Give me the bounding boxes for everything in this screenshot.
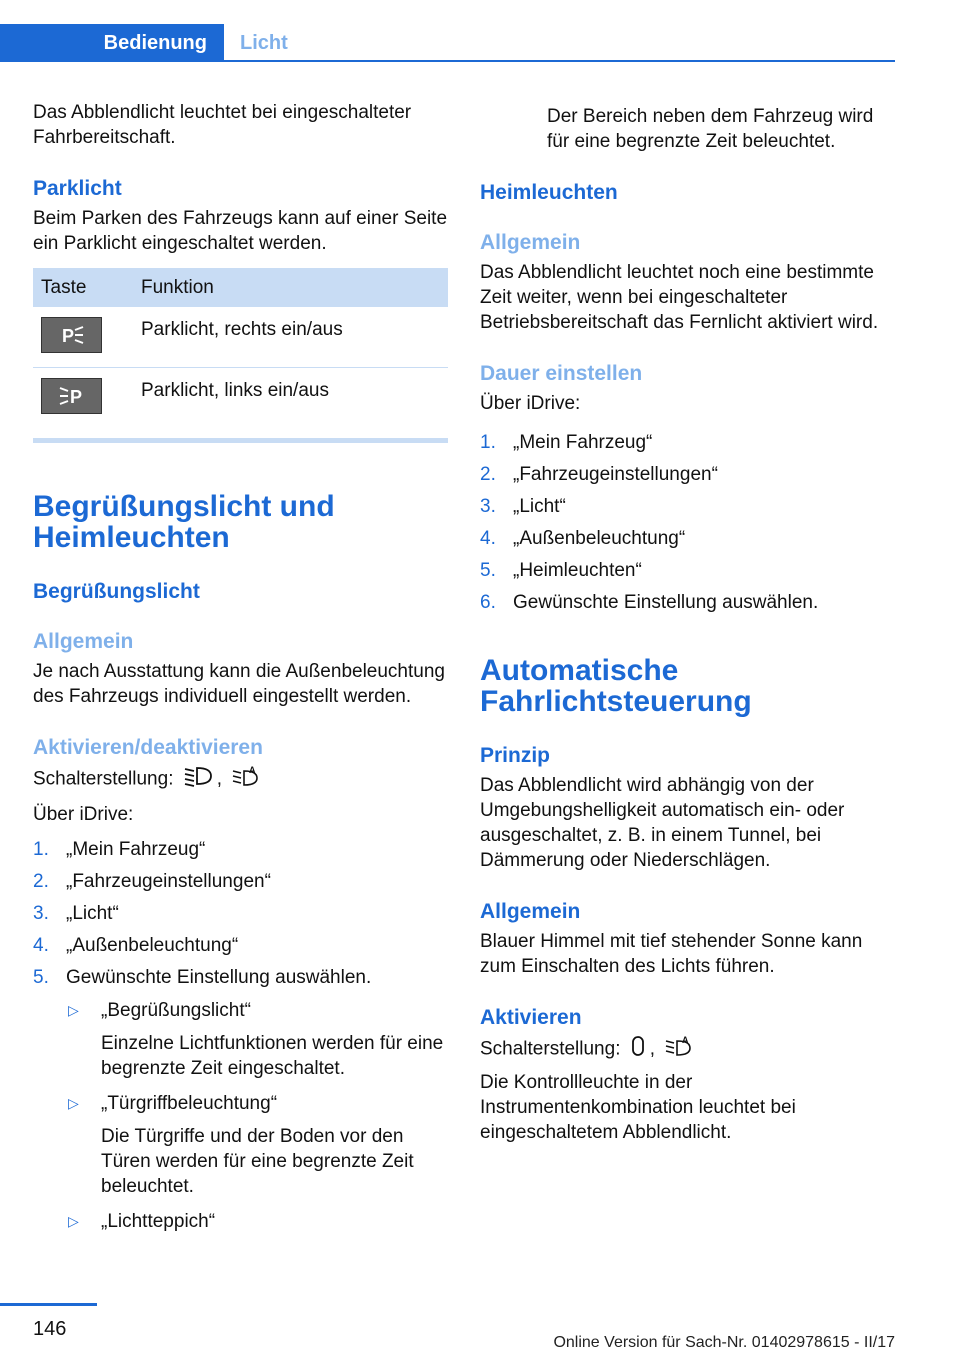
parking-light-left-icon: [41, 378, 102, 414]
option-item: ▷ „Türgriffbeleuchtung“ Die Türgriffe und der Boden vor den Türen werden für eine begrenzte Zeit beleuchtet.: [66, 1091, 448, 1199]
dauer-heading: Dauer einstellen: [480, 362, 643, 385]
auto-light-icon: [231, 765, 261, 794]
kontroll-text: Die Kontrollleuchte in der Instrumentenkombination leuchtet bei eingeschaltetem Abblendlicht.: [480, 1072, 796, 1143]
table-header-funktion: Funktion: [137, 268, 448, 307]
list-item: 5. Gewünschte Einstellung auswählen. ▷ „Begrüßungslicht“ Einzelne Lichtfunktionen werden für eine begrenzte Zeit eingeschaltet. ▷ „Türgriffbeleuchtung“ Die Türgriffe und der Boden vor den Türen werden für eine begrenzte Zeit beleuchtet. ▷ „Lichtteppich“: [33, 965, 448, 1234]
header-divider: [0, 60, 895, 62]
parklicht-table: [33, 268, 448, 428]
parklicht-heading: Parklicht: [33, 177, 122, 200]
page-number: 146: [33, 1318, 67, 1340]
option-title: „Begrüßungslicht“: [101, 1000, 251, 1021]
list-item: 1. „Mein Fahrzeug“: [33, 839, 206, 860]
svg-text:A: A: [682, 1035, 689, 1045]
intro-text: Das Abblendlicht leuchtet bei eingeschalteter Fahrbereitschaft.: [33, 102, 412, 148]
light-off-icon: [630, 1035, 646, 1064]
list-item: 2. „Fahrzeugeinstellungen“: [480, 464, 718, 485]
aktivieren-heading: Aktivieren/deaktivieren: [33, 736, 263, 759]
options-list: [66, 998, 448, 1234]
allgemein-heading: Allgemein: [480, 231, 581, 254]
prinzip-heading: Prinzip: [480, 744, 551, 767]
list-item: 5. „Heimleuchten“: [480, 560, 642, 581]
list-item: 6. Gewünschte Einstellung auswählen.: [480, 592, 819, 613]
idrive-label: Über iDrive:: [33, 804, 134, 825]
allgemein-text: Das Abblendlicht leuchtet noch eine bestimmte Zeit weiter, wenn bei eingeschalteter Betriebsbereitschaft das Fernlicht aktiviert wird.: [480, 262, 879, 333]
option-desc: Einzelne Lichtfunktionen werden für eine begrenzte Zeit eingeschaltet.: [101, 1033, 444, 1079]
allgemein2-heading: Allgemein: [480, 900, 581, 923]
aktivieren-heading: Aktivieren: [480, 1006, 582, 1029]
prinzip-text: Das Abblendlicht wird abhängig von der Umgebungshelligkeit automatisch ein- oder ausgeschaltet, z. B. in einem Tunnel, bei Dämmerung oder Niederschlägen.: [480, 775, 845, 871]
list-item: 1. „Mein Fahrzeug“: [480, 432, 653, 453]
schalter-line: Schalterstellung: , A: [33, 765, 448, 794]
svg-text:P: P: [61, 326, 74, 346]
option-item: ▷ „Lichtteppich“: [66, 1209, 448, 1234]
option-title: „Türgriffbeleuchtung“: [101, 1093, 278, 1114]
auto-light-icon: [664, 1035, 694, 1064]
schalter-label: Schalterstellung:: [33, 768, 174, 790]
option-desc-continued: Der Bereich neben dem Fahrzeug wird für eine begrenzte Zeit beleuchtet.: [547, 106, 874, 152]
left-column: [33, 100, 448, 1244]
allgemein-text: Je nach Ausstattung kann die Außenbeleuchtung des Fahrzeugs individuell eingestellt werden.: [33, 661, 445, 707]
table-end-bar: [33, 438, 448, 443]
idrive-label: Über iDrive:: [480, 393, 581, 414]
auto-title: Automatische Fahrlichtsteuerung: [480, 654, 752, 718]
online-version: Online Version für Sach-Nr. 01402978615 - II/17: [553, 1334, 895, 1351]
low-beam-icon: [183, 765, 213, 794]
steps-list: [33, 837, 448, 1234]
parklicht-text: Beim Parken des Fahrzeugs kann auf einer Seite ein Parklicht eingeschaltet werden.: [33, 208, 448, 254]
page-header: [0, 0, 960, 64]
option-desc: Die Türgriffe und der Boden vor den Türen werden für eine begrenzte Zeit beleuchtet.: [101, 1126, 414, 1197]
list-item: 4. „Außenbeleuchtung“: [480, 528, 686, 549]
list-item: 2. „Fahrzeugeinstellungen“: [33, 871, 271, 892]
table-header-taste: Taste: [33, 268, 137, 307]
option-title: „Lichtteppich“: [101, 1211, 216, 1232]
schalter-label: Schalterstellung:: [480, 1038, 621, 1060]
option-item: ▷ „Begrüßungslicht“ Einzelne Lichtfunktionen werden für eine begrenzte Zeit eingeschaltet.: [66, 998, 448, 1081]
allgemein-heading: Allgemein: [33, 630, 134, 653]
list-item: 4. „Außenbeleuchtung“: [33, 935, 239, 956]
tab-section[interactable]: Bedienung: [0, 24, 224, 62]
schalter-line: Schalterstellung: , A: [480, 1035, 895, 1064]
right-column: [480, 104, 895, 1157]
tab-chapter[interactable]: Licht: [240, 32, 288, 54]
steps-list: [480, 430, 895, 615]
allgemein2-text: Blauer Himmel mit tief stehender Sonne kann zum Einschalten des Lichts führen.: [480, 931, 863, 977]
footer-divider: [0, 1303, 97, 1306]
table-row: [33, 307, 448, 368]
svg-text:A: A: [249, 765, 256, 775]
list-item: 3. „Licht“: [33, 903, 119, 924]
table-row: [33, 368, 448, 429]
begruessung-heading: Begrüßungslicht: [33, 580, 200, 603]
parking-light-right-icon: [41, 317, 102, 353]
svg-text:P: P: [69, 387, 82, 407]
table-cell-function: Parklicht, rechts ein/aus: [137, 307, 448, 368]
heim-heading: Heimleuchten: [480, 181, 618, 204]
list-item: 3. „Licht“: [480, 496, 566, 517]
section-title: Begrüßungslicht und Heimleuchten: [33, 490, 335, 554]
table-cell-function: Parklicht, links ein/aus: [141, 380, 329, 401]
